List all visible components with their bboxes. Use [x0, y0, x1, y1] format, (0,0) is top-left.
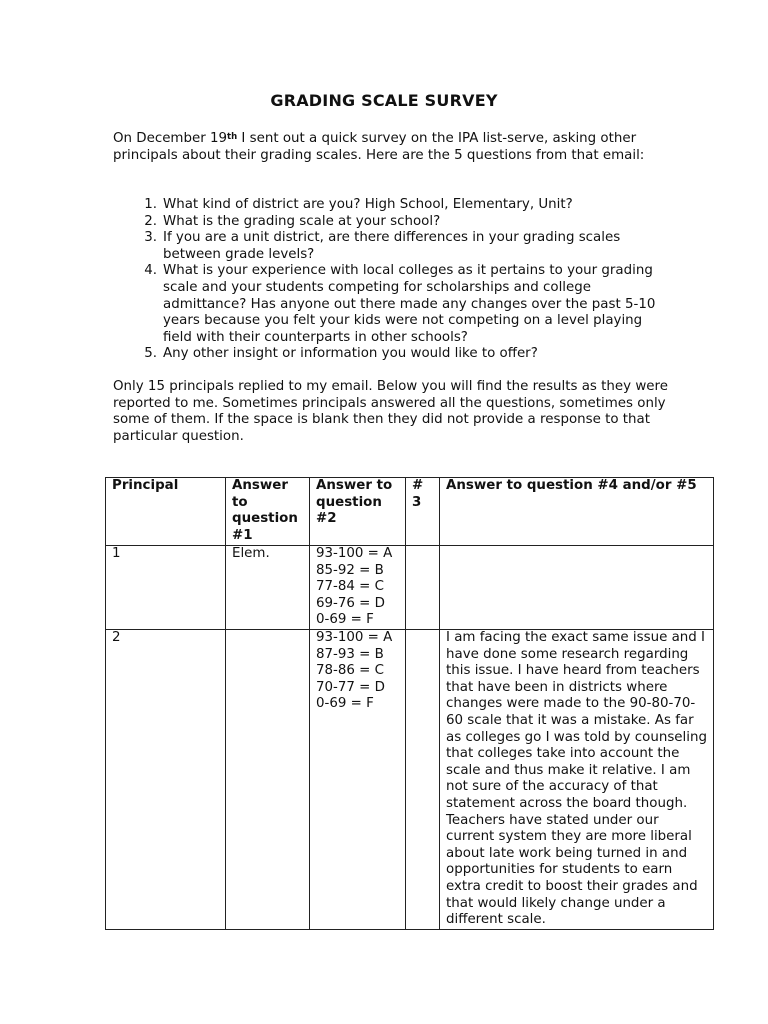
intro-paragraph [113, 131, 653, 164]
question-item [113, 197, 673, 214]
question-text: What is your experience with local colleges as it pertains to your grading scale and your students competing for scholarships and college admittance? Has anyone out there made any changes over the past 5-10 years because you felt your kids were not competing on a level playing field with their counterparts in other schools? [163, 263, 656, 345]
survey-results-table [105, 477, 714, 930]
grade-range: 93-100 = A [316, 630, 393, 645]
intro-text-start: On December 19 [113, 131, 228, 146]
table-row [106, 546, 714, 630]
question-number: 3. [144, 230, 157, 246]
grade-range: 93-100 = A [316, 546, 393, 561]
question-text: Any other insight or information you would like to offer? [163, 346, 538, 362]
cell-question-3 [406, 630, 440, 930]
grade-range: 70-77 = D [316, 679, 385, 695]
question-text: If you are a unit district, are there differences in your grading scales between grade levels? [163, 230, 621, 262]
question-number: 1. [144, 197, 157, 212]
grade-range: 87-93 = B [316, 646, 384, 662]
cell-question-2 [310, 546, 406, 630]
cell-question-1: Elem. [226, 546, 310, 630]
grade-range: 0-69 = F [316, 696, 374, 712]
question-text: What is the grading scale at your school? [163, 213, 441, 229]
question-item [113, 263, 673, 346]
question-number: 2. [144, 213, 157, 229]
cell-question-4-5 [440, 546, 714, 630]
page-title: GRADING SCALE SURVEY [270, 91, 498, 110]
question-item [113, 346, 673, 363]
question-text: What kind of district are you? High School, Elementary, Unit? [163, 197, 573, 212]
question-number: 5. [144, 346, 157, 362]
header-principal: Principal [106, 478, 226, 546]
intro-text-rest: I sent out a quick survey on the IPA list-serve, asking other principals about their grading scales. Here are the 5 questions from that email: [113, 131, 645, 163]
question-list [113, 197, 673, 363]
cell-principal: 1 [106, 546, 226, 630]
header-question-2: Answer to question #2 [310, 478, 406, 546]
question-number: 4. [144, 263, 157, 279]
grade-range: 77-84 = C [316, 579, 384, 595]
cell-question-1 [226, 630, 310, 930]
cell-principal: 2 [106, 630, 226, 930]
question-item [113, 230, 673, 263]
header-question-3: # 3 [406, 478, 440, 546]
header-question-1: Answer to question #1 [226, 478, 310, 546]
table-row [106, 630, 714, 930]
grade-range: 85-92 = B [316, 562, 384, 578]
cell-question-3 [406, 546, 440, 630]
cell-question-2 [310, 630, 406, 930]
grade-range: 69-76 = D [316, 595, 385, 611]
question-item [113, 214, 673, 231]
cell-question-4-5: I am facing the exact same issue and I have done some research regarding this issue. I have heard from teachers that have been in districts where changes were made to the 90-80-70-60 scale that it was a mistake. As far as colleges go I was told by counseling that colleges take into account the scale and thus make it relative. I am not sure of the accuracy of that statement across the board though. Teachers have stated under our current system they are more liberal about late work being turned in and opportunities for students to earn extra credit to boost their grades and that would likely change under a different scale. [440, 630, 714, 930]
table-header-row [106, 478, 714, 546]
grade-range: 0-69 = F [316, 612, 374, 628]
ordinal-suffix: th [227, 132, 238, 142]
header-question-4-5: Answer to question #4 and/or #5 [440, 478, 714, 546]
grade-range: 78-86 = C [316, 663, 384, 679]
results-paragraph: Only 15 principals replied to my email. Below you will find the results as they were reported to me. Sometimes principals answered all the questions, sometimes only some of them. If the space is blank then they did not provide a response to that particular question. [113, 379, 668, 444]
